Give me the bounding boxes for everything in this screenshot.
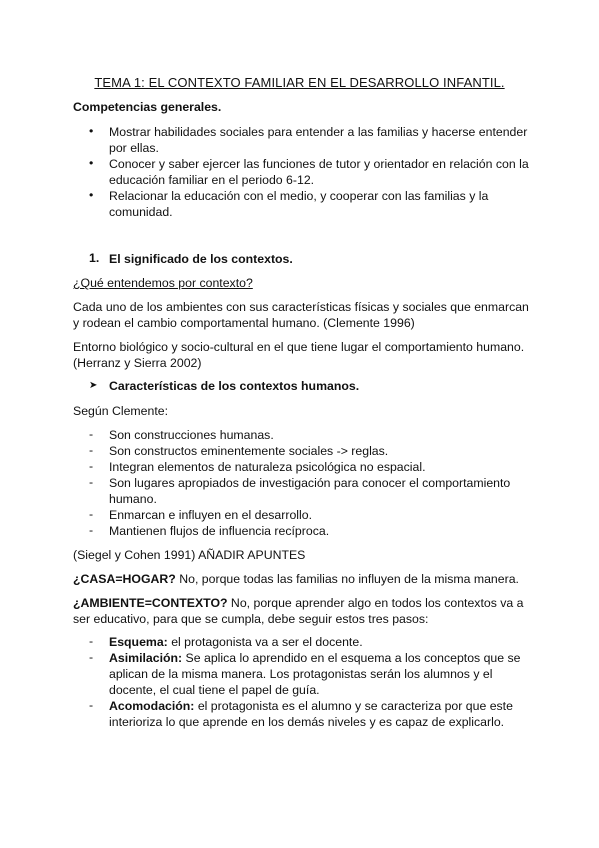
competencia-item: Relacionar la educación con el medio, y cooperar con las familias y la comunidad. [109, 189, 489, 219]
dash-bullet: - [89, 475, 94, 489]
subsection-heading: Características de los contextos humanos. [109, 379, 360, 393]
dash-bullet: - [89, 523, 94, 537]
reference-note: (Siegel y Cohen 1991) AÑADIR APUNTES [73, 548, 306, 562]
dash-bullet: - [89, 634, 94, 648]
list-item: Enmarcan e influyen en el desarrollo. [109, 508, 313, 522]
paso-item [109, 650, 534, 698]
bullet-icon: • [89, 124, 94, 138]
dash-bullet: - [89, 443, 94, 457]
competencia-item: Conocer y saber ejercer las funciones de tutor y orientador en relación con la educación familiar en el periodo 6-12. [109, 157, 529, 187]
ambiente-text: No, porque aprender algo en todos los contextos va a ser educativo, para que se cumpla, debe seguir estos tres pasos: [73, 596, 524, 626]
casa-label: ¿CASA=HOGAR? [73, 572, 176, 586]
author-intro: Según Clemente: [73, 404, 169, 418]
casa-paragraph [73, 571, 533, 587]
paso-text: el protagonista va a ser el docente. [167, 635, 363, 649]
section-heading: El significado de los contextos. [109, 252, 293, 266]
paso-label: Acomodación: [109, 699, 195, 713]
competencias-heading: Competencias generales. [73, 100, 222, 114]
section-number: 1. [89, 251, 100, 265]
paso-label: Asimilación: [109, 651, 183, 665]
competencia-item: Mostrar habilidades sociales para entender a las familias y hacerse entender por ellas. [109, 125, 528, 155]
paso-label: Esquema: [109, 635, 168, 649]
list-item: Son construcciones humanas. [109, 428, 274, 442]
dash-bullet: - [89, 427, 94, 441]
paso-item [109, 698, 534, 730]
arrow-bullet-icon: ➤ [89, 380, 98, 391]
bullet-icon: • [89, 188, 94, 202]
definition-paragraph: Cada uno de los ambientes con sus características físicas y sociales que enmarcan y rodean el cambio comportamental humano. (Clemente 1996) [73, 300, 529, 330]
dash-bullet: - [89, 507, 94, 521]
question-heading: ¿Qué entendemos por contexto? [73, 276, 253, 290]
bullet-icon: • [89, 156, 94, 170]
dash-bullet: - [89, 698, 94, 712]
definition-paragraph: Entorno biológico y socio-cultural en el que tiene lugar el comportamiento humano. (Herranz y Sierra 2002) [73, 340, 525, 370]
dash-bullet: - [89, 650, 94, 664]
paso-text: el protagonista es el alumno y se caracteriza por que este interioriza lo que aprende en los demás niveles y es capaz de explicarlo. [109, 699, 513, 729]
ambiente-label: ¿AMBIENTE=CONTEXTO? [73, 596, 228, 610]
casa-text: No, porque todas las familias no influyen de la misma manera. [175, 572, 519, 586]
list-item: Mantienen flujos de influencia recíproca. [109, 524, 330, 538]
paso-item [109, 634, 534, 650]
dash-bullet: - [89, 459, 94, 473]
list-item: Son lugares apropiados de investigación para conocer el comportamiento humano. [109, 476, 511, 506]
list-item: Son constructos eminentemente sociales -> reglas. [109, 444, 389, 458]
list-item: Integran elementos de naturaleza psicológica no espacial. [109, 460, 426, 474]
document-title: TEMA 1: EL CONTEXTO FAMILIAR EN EL DESARROLLO INFANTIL. [94, 75, 505, 90]
ambiente-paragraph [73, 595, 533, 627]
paso-text: Se aplica lo aprendido en el esquema a los conceptos que se aplican de la misma manera. Los protagonistas serán los alumnos y el docente, el cual tiene el papel de guía. [109, 651, 521, 697]
